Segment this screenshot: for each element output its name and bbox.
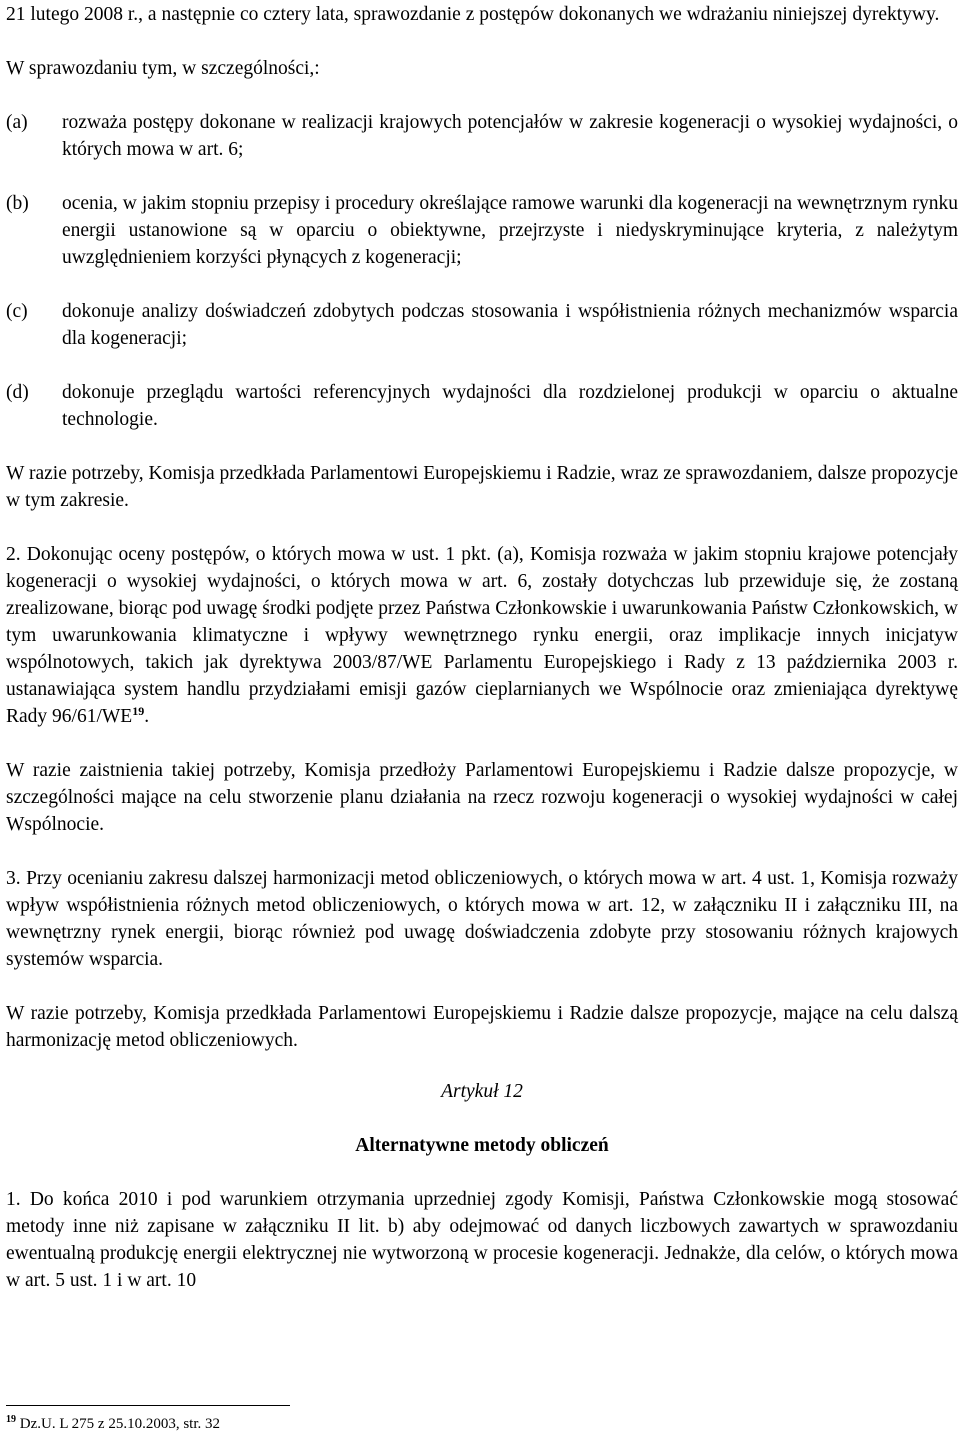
list-text: ocenia, w jakim stopniu przepisy i procedury określające ramowe warunki dla kogeneracji na wewnętrznym rynku energii ustanowione są w oparciu o obiektywne, przejrzyste i niedyskryminujące kryteria, z należytym uwzględnieniem korzyści płynących z kogeneracji;	[62, 193, 958, 268]
paragraph-assessment	[6, 541, 958, 730]
list-marker: (a)	[6, 112, 28, 133]
paragraph-harmonisation: 3. Przy ocenianiu zakresu dalszej harmonizacji metod obliczeniowych, o których mowa w art. 4 ust. 1, Komisja rozważy wpływ współistnienia różnych metod obliczeniowych, o których mowa w art. 12, w załączniku II i załączniku III, na wewnętrzny rynek energii, biorąc również pod uwagę doświadczenia zdobyte przy stosowaniu różnych krajowych systemów wsparcia.	[6, 868, 958, 970]
article-paragraph: 1. Do końca 2010 i pod warunkiem otrzymania uprzedniej zgody Komisji, Państwa Członkowskie mogą stosować metody inne niż zapisane w załączniku II lit. b) aby odejmować od danych liczbowych zawartych w sprawozdaniu ewentualną produkcję energii elektrycznej nie wytworzoną w procesie kogeneracji. Jednakże, dla celów, o których mowa w art. 5 ust. 1 i w art. 10	[6, 1189, 958, 1291]
list-marker: (d)	[6, 382, 29, 403]
paragraph-assessment-end: .	[144, 706, 150, 727]
footnote-divider	[6, 1405, 290, 1406]
document-page	[6, 1, 958, 1294]
paragraph-proposals: W razie potrzeby, Komisja przedkłada Parlamentowi Europejskiemu i Radzie, wraz ze sprawozdaniem, dalsze propozycje w tym zakresie.	[6, 463, 958, 511]
list-marker: (b)	[6, 193, 29, 214]
paragraph-assessment-text: 2. Dokonując oceny postępów, o których mowa w ust. 1 pkt. (a), Komisja rozważa w jakim stopniu krajowe potencjały kogeneracji o wysokiej wydajności, o których mowa w art. 6, zostały dotychczas lub przewiduje się, że zostaną zrealizowane, biorąc pod uwagę środki podjęte przez Państwa Członkowskie i uwarunkowania Państw Członkowskich, w tym uwarunkowania klimatyczne i wpływy wewnętrznego rynku energii, oraz implikacje innych inicjatyw wspólnotowych, takich jak dyrektywa 2003/87/WE Parlamentu Europejskiego i Rady z 13 października 2003 r. ustanawiająca system handlu przydziałami emisji gazów cieplarnianych we Wspólnocie oraz zmieniająca dyrektywę Rady 96/61/WE	[6, 544, 958, 727]
list-item	[6, 298, 958, 352]
paragraph-further-proposals: W razie zaistnienia takiej potrzeby, Komisja przedłoży Parlamentowi Europejskiemu i Radzie dalsze propozycje, w szczególności mające na celu stworzenie planu działania na rzecz rozwoju kogeneracji o wysokiej wydajności w całej Wspólnocie.	[6, 760, 958, 835]
list-item	[6, 190, 958, 271]
list-text: rozważa postępy dokonane w realizacji krajowych potencjałów w zakresie kogeneracji o wysokiej wydajności, o których mowa w art. 6;	[62, 112, 958, 160]
report-list	[6, 109, 958, 433]
footnote-reference: 19	[132, 704, 145, 718]
list-item	[6, 109, 958, 163]
report-intro: W sprawozdaniu tym, w szczególności,:	[6, 58, 320, 79]
footnote-text: Dz.U. L 275 z 25.10.2003, str. 32	[16, 1416, 221, 1432]
list-marker: (c)	[6, 301, 28, 322]
article-number: Artykuł 12	[441, 1081, 523, 1102]
article-title: Alternatywne metody obliczeń	[355, 1135, 609, 1156]
list-item	[6, 379, 958, 433]
footnote	[6, 1414, 220, 1434]
list-text: dokonuje analizy doświadczeń zdobytych podczas stosowania i współistnienia różnych mechanizmów wsparcia dla kogeneracji;	[62, 301, 958, 349]
list-text: dokonuje przeglądu wartości referencyjnych wydajności dla rozdzielonej produkcji w oparciu o aktualne technologie.	[62, 382, 958, 430]
paragraph-harmonisation-proposals: W razie potrzeby, Komisja przedkłada Parlamentowi Europejskiemu i Radzie dalsze propozycje, mające na celu dalszą harmonizację metod obliczeniowych.	[6, 1003, 958, 1051]
intro-paragraph: 21 lutego 2008 r., a następnie co cztery lata, sprawozdanie z postępów dokonanych we wdrażaniu niniejszej dyrektywy.	[6, 4, 940, 25]
footnote-number: 19	[6, 1414, 16, 1425]
